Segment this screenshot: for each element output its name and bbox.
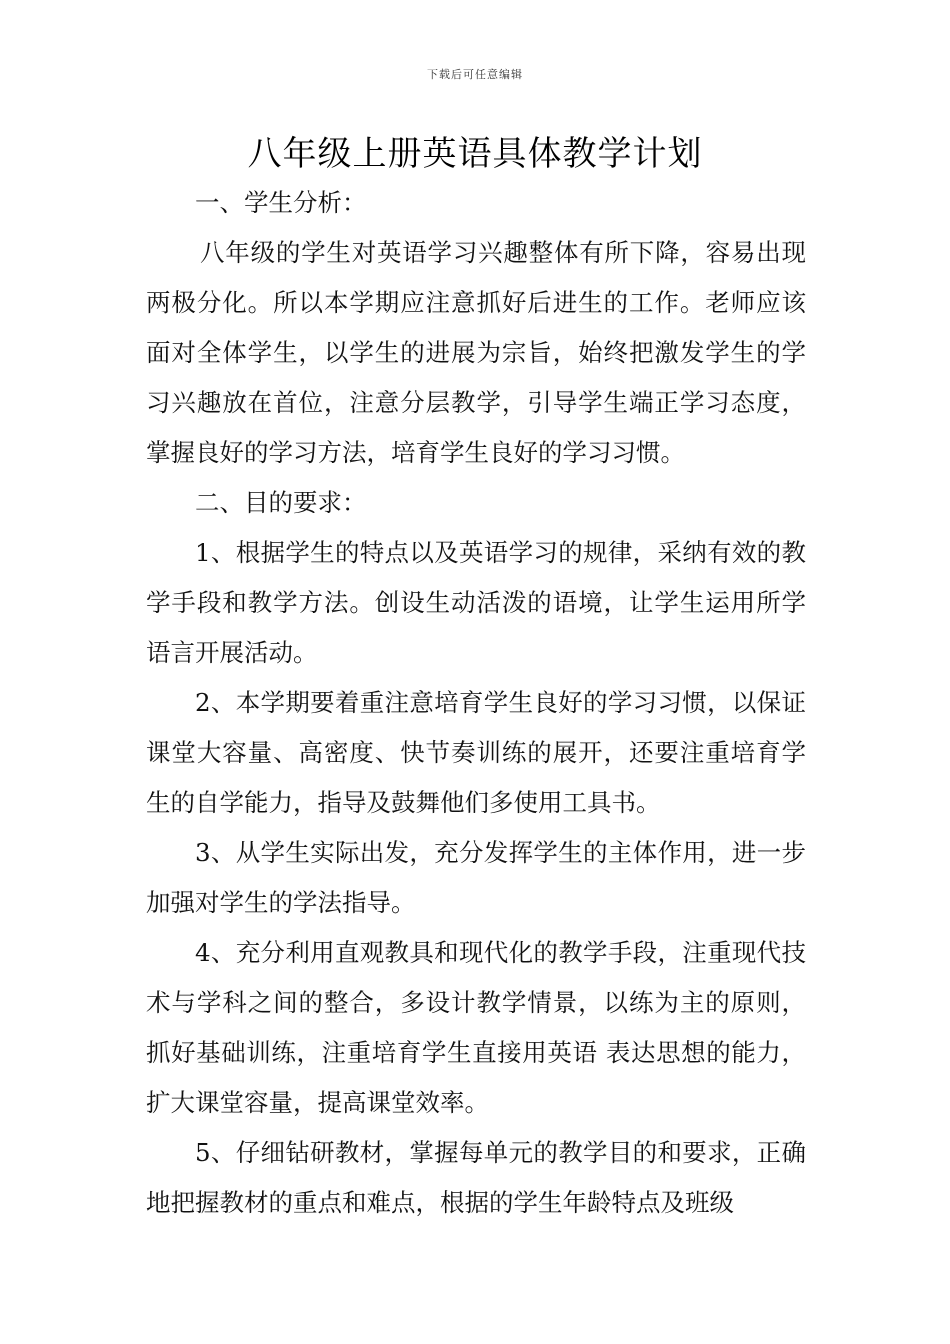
section-heading-objectives: 二、目的要求： <box>195 488 367 517</box>
section-heading-student-analysis: 一、学生分析： <box>195 188 367 217</box>
objective-item-3: 3、从学生实际出发，充分发挥学生的主体作用，进一步加强对学生的学法指导。 <box>146 838 806 917</box>
paragraph-student-analysis: 八年级的学生对英语学习兴趣整体有所下降，容易出现两极分化。所以本学期应注意抓好后进生的工作。老师应该面对全体学生，以学生的进展为宗旨，始终把激发学生的学习兴趣放在首位，注意分层教学，引导学生端正学习态度，掌握良好的学习方法，培育学生良好的学习习惯。 <box>146 238 806 467</box>
objective-item-5: 5、仔细钻研教材，掌握每单元的教学目的和要求，正确地把握教材的重点和难点，根据的学生年龄特点及班级 <box>146 1138 806 1217</box>
document-title: 八年级上册英语具体教学计划 <box>247 134 703 174</box>
document-body <box>146 178 806 1228</box>
objective-item-2: 2、本学期要着重注意培育学生良好的学习习惯，以保证课堂大容量、高密度、快节奏训练的展开，还要注重培育学生的自学能力，指导及鼓舞他们多使用工具书。 <box>146 688 806 817</box>
objective-item-1: 1、根据学生的特点以及英语学习的规律，采纳有效的教学手段和教学方法。创设生动活泼的语境，让学生运用所学语言开展活动。 <box>146 538 806 667</box>
header-note: 下载后可任意编辑 <box>427 68 523 81</box>
objective-item-4: 4、充分利用直观教具和现代化的教学手段，注重现代技术与学科之间的整合，多设计教学情景，以练为主的原则，抓好基础训练，注重培育学生直接用英语 表达思想的能力，扩大课堂容量，提高课堂效率。 <box>146 938 806 1117</box>
